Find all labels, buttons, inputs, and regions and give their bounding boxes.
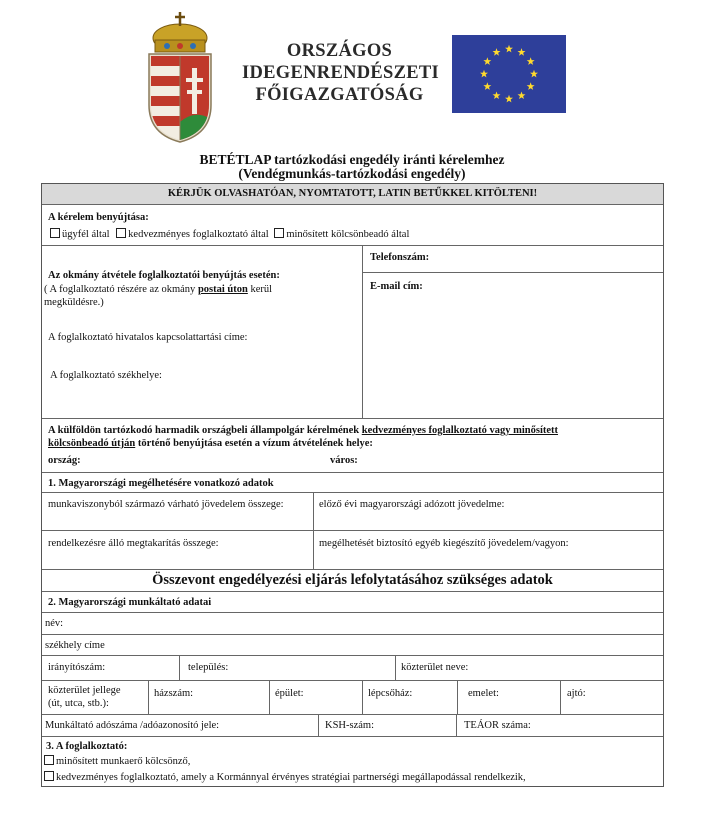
visa-line2-underlined: kölcsönbeadó útján: [48, 438, 136, 449]
client-checkbox[interactable]: [50, 228, 60, 238]
phone-label: Telefonszám:: [370, 252, 430, 263]
tax-id-label: Munkáltató adószáma /adóazonosító jele:: [45, 720, 220, 731]
visa-line2-suffix: történő benyújtása esetén a vízum átvételének helye:: [135, 438, 373, 449]
ksh-number-label: KSH-szám:: [325, 720, 374, 731]
visa-country-label: ország:: [48, 455, 81, 466]
qualified-lender-option-label: minősített kölcsönbeadó által: [286, 229, 410, 240]
employer-type-option-1: [44, 755, 190, 768]
preferred-employer-checkbox[interactable]: [116, 228, 126, 238]
visa-city-label: város:: [330, 455, 358, 466]
visa-line2: [48, 437, 373, 450]
section1-heading: 1. Magyarországi megélhetésére vonatkozó adatok: [48, 478, 274, 489]
instruction-banner: KÉRJÜK OLVASHATÓAN, NYOMTATOTT, LATIN BETŰKKEL KITÖLTENI!: [42, 184, 663, 204]
section2-heading: 2. Magyarországi munkáltató adatai: [48, 597, 212, 608]
house-number-label: házszám:: [154, 688, 194, 699]
qualified-lender-checkbox[interactable]: [274, 228, 284, 238]
strategic-partner-employer-checkbox[interactable]: [44, 771, 54, 781]
submission-options: [50, 228, 409, 241]
savings-label: rendelkezésre álló megtakarítás összege:: [48, 538, 219, 549]
street-name-label: közterület neve:: [401, 662, 469, 673]
street-type-line2: (út, utca, stb.):: [48, 698, 109, 709]
preferred-employer-option-label: kedvezményes foglalkoztató által: [128, 229, 269, 240]
email-label: E-mail cím:: [370, 281, 423, 292]
client-option-label: ügyfél által: [62, 229, 110, 240]
employer-name-label: név:: [45, 618, 64, 629]
agency-name: [242, 40, 440, 106]
contact-address-label: A foglalkoztató hivatalos kapcsolattartási címe:: [48, 332, 248, 343]
visa-line1-underlined: kedvezményes foglalkoztató vagy minősített: [361, 425, 559, 436]
pickup-note-line2: megküldésre.): [44, 297, 104, 308]
qualified-labour-lender-label: minősített munkaerő kölcsönző,: [56, 756, 191, 767]
zip-label: irányítószám:: [48, 662, 106, 673]
qualified-labour-lender-checkbox[interactable]: [44, 755, 54, 765]
form-title: BETÉTLAP tartózkodási engedély iránti kérelemhez: [199, 152, 505, 167]
agency-line-3: FŐIGAZGATÓSÁG: [255, 85, 424, 105]
staircase-label: lépcsőház:: [368, 688, 413, 699]
pickup-note-suffix: kerül: [247, 284, 273, 295]
submission-heading: A kérelem benyújtása:: [48, 212, 149, 223]
section3-heading: 3. A foglalkoztató:: [46, 741, 128, 752]
prev-income-label: előző évi magyarországi adózott jövedelme:: [319, 499, 505, 510]
street-type-label: [48, 684, 121, 710]
visa-line1: [48, 424, 558, 437]
pickup-note-underlined: postai úton: [197, 284, 248, 295]
street-type-line1: közterület jellege: [48, 685, 121, 696]
visa-line1-prefix: A külföldön tartózkodó harmadik országbeli állampolgár kérelmének: [48, 425, 362, 436]
building-label: épület:: [275, 688, 304, 699]
hungarian-coat-of-arms-icon: [145, 10, 215, 145]
expected-income-label: munkaviszonyból származó várható jövedelem összege:: [48, 499, 284, 510]
eu-flag-icon: [452, 35, 566, 113]
form-subtitle: (Vendégmunkás-tartózkodási engedély): [238, 166, 466, 181]
pickup-note-prefix: ( A foglalkoztató részére az okmány: [44, 284, 198, 295]
teaor-number-label: TEÁOR száma:: [464, 720, 531, 731]
pickup-heading: Az okmány átvétele foglalkoztatói benyújtás esetén:: [48, 270, 280, 281]
floor-label: emelet:: [468, 688, 499, 699]
agency-line-1: ORSZÁGOS: [286, 41, 393, 61]
door-label: ajtó:: [567, 688, 586, 699]
employer-type-option-2: [44, 771, 526, 784]
other-income-label: megélhetését biztosító egyéb kiegészítő jövedelem/vagyon:: [319, 538, 569, 549]
seat-address-label: székhely címe: [45, 640, 105, 651]
pickup-note: [44, 283, 272, 296]
employer-seat-label: A foglalkoztató székhelye:: [50, 370, 162, 381]
settlement-label: település:: [188, 662, 229, 673]
application-form: [41, 183, 664, 787]
combined-procedure-title: Összevont engedélyezési eljárás lefolytatásához szükséges adatok: [152, 572, 553, 588]
agency-line-2: IDEGENRENDÉSZETI: [242, 63, 440, 83]
strategic-partner-employer-label: kedvezményes foglalkoztató, amely a Kormánnyal érvényes stratégiai partnerségi megállapodással rendelkezik,: [56, 772, 526, 783]
